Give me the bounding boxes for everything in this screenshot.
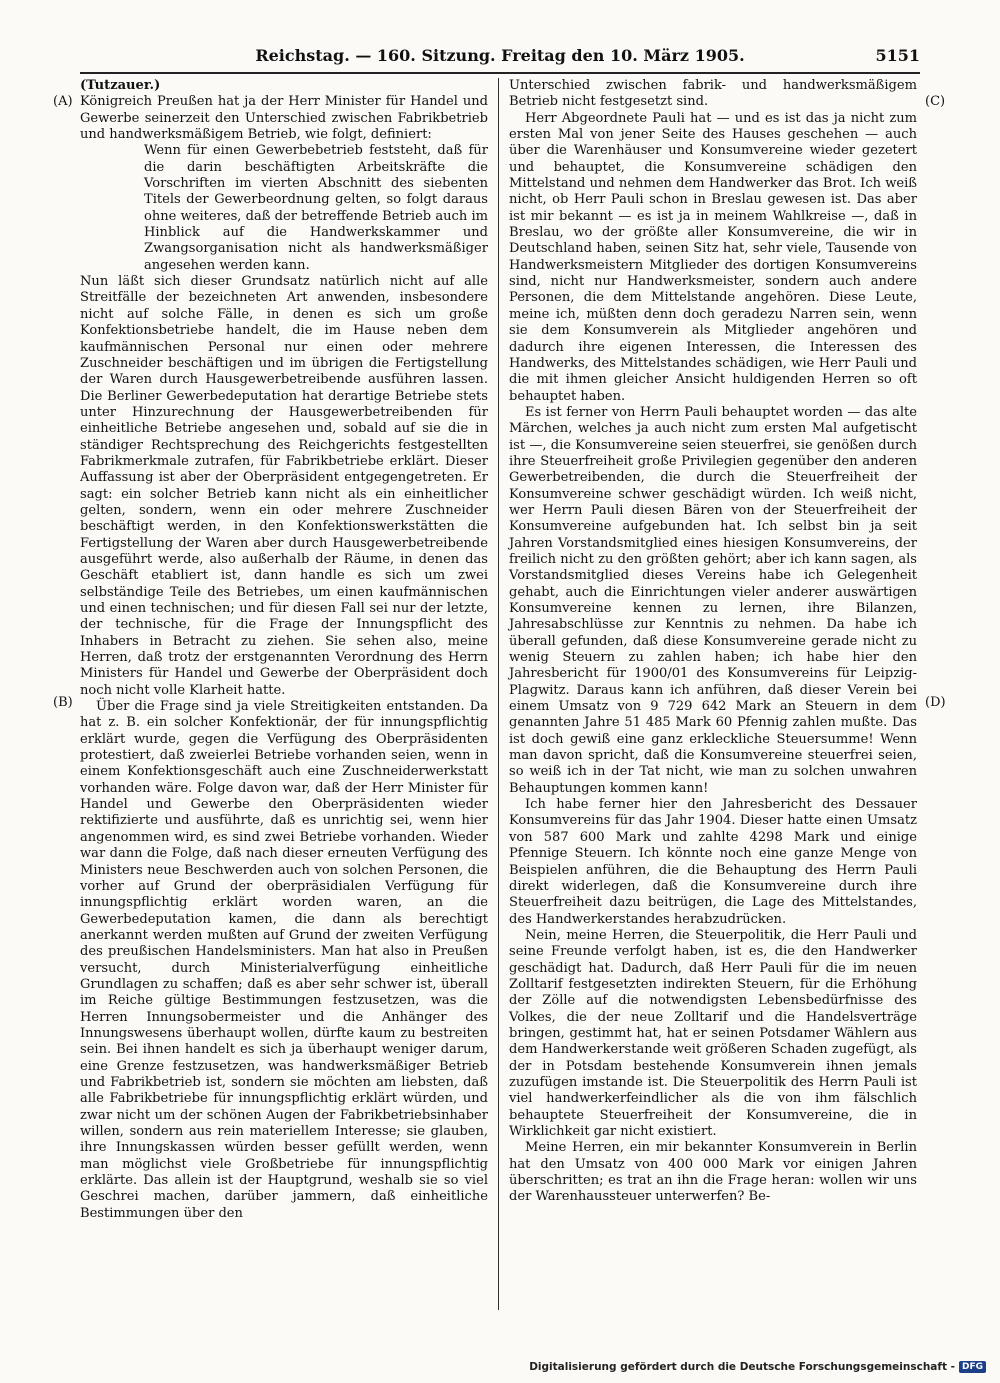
dfg-logo-icon: DFG [959, 1361, 986, 1373]
margin-marker-a: (A) [53, 94, 73, 109]
margin-marker-c: (C) [925, 94, 946, 109]
column-divider [498, 78, 499, 1310]
block-quote: Wenn für einen Gewerbebetrieb feststeht, daß für die darin beschäftigten Arbeitskräfte die Vorschriften im vierten Abschnitt des siebenten Titels der Gewerbeordnung gelten, so folgt daraus ohne weiteres, daß der betreffende Betrieb auch im Hinblick auf die Handwerkskammer und Zwangsorganisation nicht als handwerksmäßiger angesehen werden kann. [144, 143, 488, 273]
page-number: 5151 [875, 46, 920, 65]
paragraph: Es ist ferner von Herrn Pauli behauptet worden — das alte Märchen, welches ja auch nicht zum ersten Mal aufgetischt ist —, die Konsumvereine seien steuerfrei, sie genößen durch ihre Steuerfreiheit große Privilegien gegenüber den anderen Gewerbetreibenden, die durch die Steuerfreiheit der Konsumvereine schwer geschädigt würden. Ich weiß nicht, wer Herrn Pauli diesen Bären von der Steuerfreiheit der Konsumvereine aufgebunden hat. Ich selbst bin ja seit Jahren Vorstandsmitglied eines hiesigen Konsumvereins, der freilich nicht zu den größten gehört; aber ich kann sagen, als Vorstandsmitglied dieses Vereins habe ich Gelegenheit gehabt, auch die Einrichtungen vieler anderer auswärtigen Konsumvereine kennen zu lernen, ihre Bilanzen, Jahresabschlüsse zur Kenntnis zu nehmen. Da habe ich überall gefunden, daß diese Konsumvereine gerade nicht zu wenig Steuern zu zahlen haben; ich habe hier den Jahresbericht für 1900/01 des Konsumvereins für Leipzig-Plagwitz. Daraus kann ich anführen, daß dieser Verein bei einem Umsatz von 9 729 642 Mark an Steuern in dem genannten Jahre 51 485 Mark 60 Pfennig zahlen mußte. Das ist doch gewiß eine ganz erkleckliche Steuersumme! Wenn man davon spricht, daß die Konsumvereine steuerfrei seien, so weiß ich in der Tat nicht, wie man zu solchen unwahren Behauptungen kommen kann! [509, 404, 917, 796]
footer-text: Digitalisierung gefördert durch die Deutsche Forschungsgemeinschaft - [529, 1361, 955, 1373]
paragraph: Nun läßt sich dieser Grundsatz natürlich nicht auf alle Streitfälle der bezeichneten Art anwenden, insbesondere nicht auf solche Fälle, in denen es sich um große Konfektionsbetriebe handelt, die im Hause neben dem kaufmännischen Personal nur einen oder mehrere Zuschneider beschäftigen und im übrigen die Fertigstellung der Waren durch Hausgewerbetreibende ausführen lassen. Die Berliner Gewerbedeputation hat derartige Betriebe stets unter Hinzurechnung der Hausgewerbetreibenden für einheitliche Betriebe angesehen und, sobald auf sie die in ständiger Rechtsprechung des Reichgerichts festgestellten Fabrikmerkmale zutrafen, für Fabrikbetriebe erklärt. Dieser Auffassung ist aber der Oberpräsident entgegengetreten. Er sagt: ein solcher Betrieb kann nicht als ein einheitlicher gelten, sondern, wenn ein oder mehrere Zuschneider beschäftigt werden, in den Konfektionswerkstätten die Fertigstellung der Waren aber durch Hausgewerbetreibende ausgeführt werde, also außerhalb der Räume, in denen das Geschäft etabliert ist, dann handle es sich um zwei selbständige Teile des Betriebes, um einen kaufmännischen und einen technischen; und für diesen Fall sei nur der letzte, der technische, für die Frage der Innungspflicht des Inhabers in Betracht zu ziehen. Sie sehen also, meine Herren, daß trotz der erstgenannten Verordnung des Herrn Ministers für Handel und Gewerbe der Oberpräsident doch noch nicht volle Klarheit hatte. [80, 274, 488, 698]
paragraph: Königreich Preußen hat ja der Herr Minister für Handel und Gewerbe seinerzeit den Unterschied zwischen Fabrikbetrieb und handwerksmäßigem Betrieb, wie folgt, definiert: [80, 94, 488, 143]
speaker-name: (Tutzauer.) [80, 78, 161, 93]
paragraph: Ich habe ferner hier den Jahresbericht des Dessauer Konsumvereins für das Jahr 1904. Dieser hatte einen Umsatz von 587 600 Mark und zahlte 4298 Mark und einige Pfennige Steuern. Ich könnte noch eine ganze Menge von Beispielen anführen, die die Behauptung des Herrn Pauli direkt widerlegen, daß die Konsumvereine durch ihre Steuerfreiheit dazu beitrügen, die Lage des Mittelstandes, des Handwerkerstandes herabzudrücken. [509, 797, 917, 927]
header-title: Reichstag. — 160. Sitzung. Freitag den 10. März 1905. [255, 46, 745, 65]
left-column [80, 78, 488, 1222]
digitization-footer [529, 1361, 986, 1373]
margin-marker-d: (D) [925, 695, 946, 710]
running-header [80, 46, 920, 70]
paragraph: Herr Abgeordnete Pauli hat — und es ist das ja nicht zum ersten Mal von jener Seite des Hauses geschehen — auch über die Warenhäuser und Konsumvereine wieder gezetert und behauptet, die Konsumvereine schädigen den Mittelstand und nehmen dem Handwerker das Brot. Ich weiß nicht, ob Herr Pauli schon in Breslau gewesen ist. Das aber ist mir bekannt — es ist ja in meinem Wahlkreise —, daß in Breslau, wo der größte aller Konsumvereine, die wir in Deutschland haben, seinen Sitz hat, sehr viele, Tausende von Handwerksmeistern Mitglieder des dortigen Konsumvereins sind, nicht nur Handwerksmeister, sondern auch andere Personen, die dem Mittelstande angehören. Diese Leute, meine ich, müßten denn doch geradezu Narren sein, wenn sie dem Konsumverein als Mitglieder angehören und dadurch ihre eigenen Interessen, die Interessen des Handwerks, des Mittelstandes schädigen, wie Herr Pauli und die mit ihmen gleicher Ansicht huldigenden Herren so oft behauptet haben. [509, 110, 917, 404]
paragraph: Nein, meine Herren, die Steuerpolitik, die Herr Pauli und seine Freunde verfolgt haben, ist es, die den Handwerker geschädigt hat. Dadurch, daß Herr Pauli für die im neuen Zolltarif festgesetzten indirekten Steuern, für die Erhöhung der Zölle auf die notwendigsten Lebensbedürfnisse des Volkes, die der neue Zolltarif und die Handelsverträge bringen, gestimmt hat, hat er seinen Potsdamer Wählern aus dem Handwerkerstande weit größeren Schaden zugefügt, als der in Potsdam bestehende Konsumverein ihnen jemals zuzufügen imstande ist. Die Steuerpolitik des Herrn Pauli ist viel handwerkerfeindlicher als die von ihm fälschlich behauptete Steuerfreiheit der Konsumvereine, die in Wirklichkeit gar nicht existiert. [509, 927, 917, 1139]
right-column [509, 78, 917, 1206]
header-rule [80, 72, 920, 74]
paragraph: Meine Herren, ein mir bekannter Konsumverein in Berlin hat den Umsatz von 400 000 Mark vor einigen Jahren überschritten; es trat an ihn die Frage heran: wollen wir uns der Warenhaussteuer unterwerfen? Be- [509, 1140, 917, 1205]
paragraph: Über die Frage sind ja viele Streitigkeiten entstanden. Da hat z. B. ein solcher Konfektionär, der für innungspflichtig erklärt wurde, gegen die Verfügung des Oberpräsidenten protestiert, daß zweierlei Betriebe vorhanden seien, wenn in einem Konfektionsgeschäft auch eine Zuschneiderwerkstatt vorhanden wäre. Folge davon war, daß der Herr Minister für Handel und Gewerbe den Oberpräsidenten wieder rektifizierte und ausführte, daß es unrichtig sei, wenn hier angenommen wird, es sind zwei Betriebe vorhanden. Wieder war dann die Folge, daß nach dieser erneuten Verfügung des Ministers neue Beschwerden auch von solchen Personen, die vorher auf Grund der oberpräsidialen Verfügung für innungspflichtig erklärt worden waren, an die Gewerbedeputation kamen, die dann als berechtigt anerkannt werden mußten auf Grund der zweiten Verfügung des preußischen Handelsministers. Man hat also in Preußen versucht, durch Ministerialverfügung einheitliche Grundlagen zu schaffen; daß es aber sehr schwer ist, überall im Reiche gültige Bestimmungen festzusetzen, was die Herren Innungsobermeister und die Anhänger des Innungswesens überhaupt wollen, dürfte kaum zu bestreiten sein. Bei ihnen handelt es sich ja überhaupt weniger darum, eine Grenze festzusetzen, was handwerksmäßiger Betrieb und Fabrikbetrieb ist, sondern sie möchten am liebsten, daß alle Fabrikbetriebe für innungspflichtig erklärt würden, und zwar nicht um der schönen Augen der Fabrikbetriebsinhaber willen, sondern aus rein materiellem Interesse; sie glauben, ihre Innungskassen würden besser gefüllt werden, wenn man möglichst viele Großbetriebe für innungspflichtig erklärte. Das allein ist der Hauptgrund, weshalb sie so viel Geschrei machen, darüber jammern, daß einheitliche Bestimmungen über den [80, 699, 488, 1221]
margin-marker-b: (B) [53, 695, 73, 710]
paragraph: Unterschied zwischen fabrik- und handwerksmäßigem Betrieb nicht festgesetzt sind. [509, 78, 917, 110]
